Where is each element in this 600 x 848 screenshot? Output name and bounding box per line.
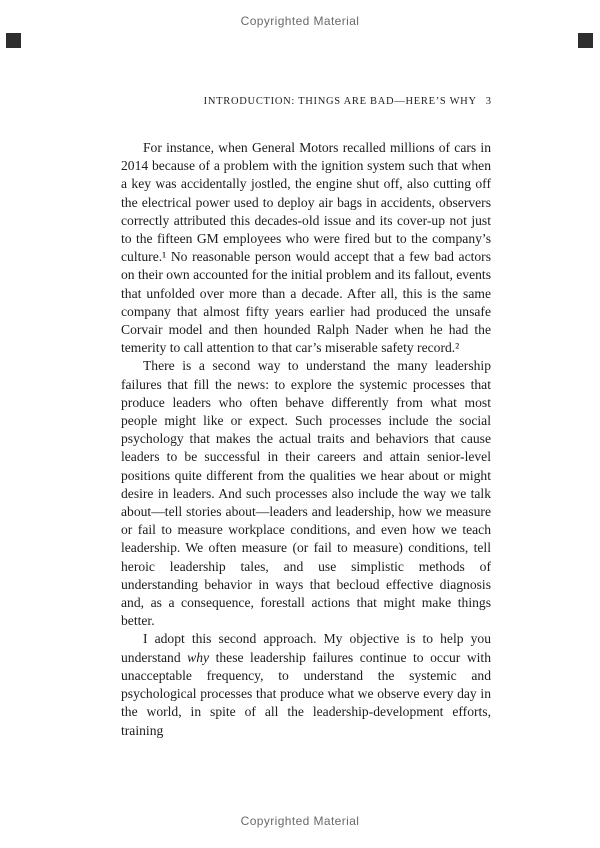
paragraph-3 xyxy=(121,630,491,739)
paragraph-3-text-post: these leadership failures continue to occur with unacceptable frequency, to understand the systemic and psychological processes that produce what we observe every day in the world, in spite of all the leadership-development efforts, training xyxy=(121,649,491,738)
body-text xyxy=(121,139,491,740)
crop-mark-right xyxy=(578,33,593,48)
crop-mark-left xyxy=(6,33,21,48)
paragraph-3-text-pre: I adopt this second approach. My objective is to help you understand xyxy=(121,631,491,665)
copyright-watermark-top: Copyrighted Material xyxy=(240,14,360,28)
paragraph-1: For instance, when General Motors recalled millions of cars in 2014 because of a problem with the ignition system such that when a key was accidentally jostled, the engine shut off, also cutting off the electrical power used to deploy air bags in accidents, observers correctly attributed this decades-old issue and its cover-up not just to the fifteen GM employees who were fired but to the company’s culture.¹ No reasonable person would accept that a few bad actors on their own accounted for the initial problem and its fallout, events that unfolded over more than a decade. After all, this is the same company that almost fifty years earlier had produced the unsafe Corvair model and then hounded Ralph Nader when he had the temerity to call attention to that car’s miserable safety record.² xyxy=(121,140,491,356)
page-number: 3 xyxy=(485,96,491,107)
copyright-watermark-bottom: Copyrighted Material xyxy=(240,814,360,828)
paragraph-2: There is a second way to understand the many leadership failures that fill the news: to explore the systemic processes that produce leaders who often behave differently from what most people might like or expect. Such processes include the social psychology that makes the actual traits and behaviors that cause leaders to be successful in their careers and attain senior-level positions quite different from the qualities we hear about or might desire in leaders. And such processes also include the way we talk about—tell stories about—leaders and leadership, how we measure or fail to measure workplace conditions, and even how we teach leadership. We often measure (or fail to measure) conditions, tell heroic leadership tales, and use simplistic methods of understanding behavior in ways that becloud effective diagnosis and, as a consequence, forestall actions that might make things better. xyxy=(121,358,491,629)
paragraph-3-italic-word: why xyxy=(187,649,210,665)
running-header xyxy=(121,96,491,107)
running-header-title: INTRODUCTION: THINGS ARE BAD—HERE’S WHY xyxy=(203,96,477,107)
